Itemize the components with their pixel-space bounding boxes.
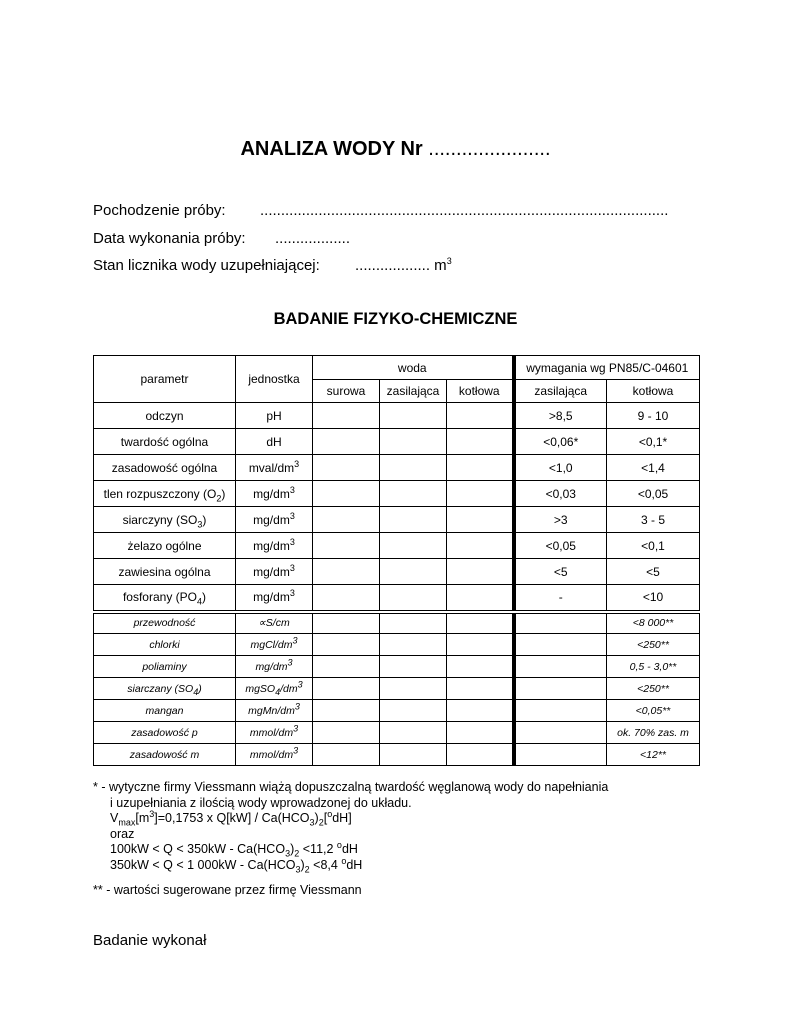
param-unit: ∝S/cm: [236, 612, 313, 634]
cell-zasilajaca[interactable]: [380, 455, 447, 481]
cell-surowa[interactable]: [313, 678, 380, 700]
cell-kotlowa[interactable]: [447, 455, 514, 481]
table-row: [94, 455, 700, 481]
param-name: chlorki: [94, 634, 236, 656]
footnote-block: [93, 780, 608, 873]
req-kotlowa: <0,05: [607, 481, 700, 507]
param-name: fosforany $(PO_4)$: [94, 585, 236, 612]
param-unit: $mg/dm^3$: [236, 656, 313, 678]
req-zasilajaca: [514, 656, 607, 678]
req-kotlowa: <250**: [607, 678, 700, 700]
cell-kotlowa[interactable]: [447, 656, 514, 678]
cell-zasilajaca[interactable]: [380, 634, 447, 656]
param-unit: $mg/dm^3$: [236, 481, 313, 507]
req-zasilajaca: <1,0: [514, 455, 607, 481]
cell-surowa[interactable]: [313, 656, 380, 678]
cell-surowa[interactable]: [313, 403, 380, 429]
cell-kotlowa[interactable]: [447, 429, 514, 455]
header-req-kotlowa: kotłowa: [607, 380, 700, 403]
param-name: poliaminy: [94, 656, 236, 678]
cell-kotlowa[interactable]: [447, 612, 514, 634]
param-unit: dH: [236, 429, 313, 455]
table-row: [94, 678, 700, 700]
header-woda: woda: [313, 356, 514, 380]
param-name: przewodność: [94, 612, 236, 634]
analysis-table: [93, 355, 700, 766]
origin-label: Pochodzenie próby:: [93, 202, 226, 219]
meter-label: Stan licznika wody uzupełniającej:: [93, 257, 320, 274]
header-wymagania: wymagania wg PN85/C-04601: [514, 356, 700, 380]
cell-kotlowa[interactable]: [447, 634, 514, 656]
req-kotlowa: <10: [607, 585, 700, 612]
cell-surowa[interactable]: [313, 559, 380, 585]
param-unit: mval/$dm^3$: [236, 455, 313, 481]
table-row: [94, 533, 700, 559]
cell-surowa[interactable]: [313, 585, 380, 612]
cell-kotlowa[interactable]: [447, 722, 514, 744]
req-kotlowa: <0,1: [607, 533, 700, 559]
table-row: [94, 429, 700, 455]
param-unit: $mg/dm^3$: [236, 585, 313, 612]
cell-surowa[interactable]: [313, 722, 380, 744]
cell-zasilajaca[interactable]: [380, 429, 447, 455]
header-surowa: surowa: [313, 380, 380, 403]
param-unit: $mg/dm^3$: [236, 559, 313, 585]
cell-kotlowa[interactable]: [447, 585, 514, 612]
cell-zasilajaca[interactable]: [380, 678, 447, 700]
cell-surowa[interactable]: [313, 634, 380, 656]
param-name: siarczany $(SO_4)$: [94, 678, 236, 700]
header-jednostka: jednostka: [236, 356, 313, 403]
table-row: [94, 559, 700, 585]
param-name: zasadowość ogólna: [94, 455, 236, 481]
cell-kotlowa[interactable]: [447, 744, 514, 766]
cell-surowa[interactable]: [313, 481, 380, 507]
param-unit: $mg/dm^3$: [236, 507, 313, 533]
formula-range-1: $100kW < Q < 350kW - Ca(HCO_3)_2 <11,2$ $^o$dH: [110, 839, 358, 859]
cell-surowa[interactable]: [313, 533, 380, 559]
req-zasilajaca: [514, 700, 607, 722]
req-zasilajaca: -: [514, 585, 607, 612]
meter-line: [93, 256, 452, 274]
param-unit: $mgSO_4/dm^3$: [236, 678, 313, 700]
req-kotlowa: <8 000**: [607, 612, 700, 634]
table-row: [94, 700, 700, 722]
cell-zasilajaca[interactable]: [380, 533, 447, 559]
req-zasilajaca: [514, 634, 607, 656]
origin-line: [93, 202, 669, 219]
cell-kotlowa[interactable]: [447, 559, 514, 585]
formula-range-2: 350kW < Q < 1 $000kW - Ca(HCO_3)_2 <8,4$ $^o$dH: [110, 855, 363, 874]
cell-surowa[interactable]: [313, 612, 380, 634]
param-name: zasadowość p: [94, 722, 236, 744]
footnote-viessmann: ** - wartości sugerowane przez firmę Viessmann: [93, 883, 362, 897]
table-row: [94, 634, 700, 656]
cell-zasilajaca[interactable]: [380, 481, 447, 507]
req-kotlowa: <0,1*: [607, 429, 700, 455]
origin-value: ..................................................................................................: [260, 202, 669, 219]
cell-zasilajaca[interactable]: [380, 700, 447, 722]
cell-surowa[interactable]: [313, 700, 380, 722]
param-unit: $mg/dm^3$: [236, 533, 313, 559]
req-zasilajaca: <0,03: [514, 481, 607, 507]
req-kotlowa: <5: [607, 559, 700, 585]
cell-zasilajaca[interactable]: [380, 585, 447, 612]
table-row: [94, 481, 700, 507]
cell-surowa[interactable]: [313, 455, 380, 481]
table-row: [94, 722, 700, 744]
param-unit: pH: [236, 403, 313, 429]
param-unit: mgCl/$dm^3$: [236, 634, 313, 656]
req-kotlowa: <0,05**: [607, 700, 700, 722]
header-zasilajaca: zasilająca: [380, 380, 447, 403]
cell-zasilajaca[interactable]: [380, 507, 447, 533]
req-zasilajaca: [514, 678, 607, 700]
signature-label: Badanie wykonał: [93, 932, 207, 949]
req-kotlowa: 0,5 - 3,0**: [607, 656, 700, 678]
req-zasilajaca: [514, 612, 607, 634]
cell-kotlowa[interactable]: [447, 481, 514, 507]
param-name: siarczyny $(SO_3)$: [94, 507, 236, 533]
param-unit: mmol/$dm^3$: [236, 722, 313, 744]
table-row: [94, 507, 700, 533]
cell-kotlowa[interactable]: [447, 533, 514, 559]
param-unit: mgMn/$dm^3$: [236, 700, 313, 722]
req-zasilajaca: <0,06*: [514, 429, 607, 455]
footnote-line: i uzupełniania z ilością wody wprowadzonej do układu.: [110, 795, 412, 810]
footnote-line: * - wytyczne firmy Viessmann wiążą dopuszczalną twardość węglanową wody do napełniania: [93, 780, 609, 794]
req-kotlowa: 9 - 10: [607, 403, 700, 429]
cell-surowa[interactable]: [313, 429, 380, 455]
cell-surowa[interactable]: [313, 507, 380, 533]
cell-zasilajaca[interactable]: [380, 559, 447, 585]
header-req-zasilajaca: zasilająca: [514, 380, 607, 403]
cell-kotlowa[interactable]: [447, 403, 514, 429]
req-zasilajaca: <5: [514, 559, 607, 585]
cell-zasilajaca[interactable]: [380, 744, 447, 766]
table-row: [94, 612, 700, 634]
cell-zasilajaca[interactable]: [380, 722, 447, 744]
param-name: zasadowość m: [94, 744, 236, 766]
header-parametr: parametr: [94, 356, 236, 403]
param-name: zawiesina ogólna: [94, 559, 236, 585]
req-zasilajaca: <0,05: [514, 533, 607, 559]
section-title: BADANIE FIZYKO-CHEMICZNE: [273, 310, 518, 328]
date-value: ..................: [275, 230, 351, 247]
param-name: twardość ogólna: [94, 429, 236, 455]
cell-zasilajaca[interactable]: [380, 656, 447, 678]
formula-vmax: $V_{max}[m^3]=0,1753$ x $Q[kW] / Ca(HCO_3)_2[^odH]$: [110, 808, 352, 828]
cell-kotlowa[interactable]: [447, 507, 514, 533]
table-row: [94, 656, 700, 678]
req-kotlowa: <12**: [607, 744, 700, 766]
req-zasilajaca: >3: [514, 507, 607, 533]
param-name: tlen rozpuszczony $(O_2)$: [94, 481, 236, 507]
header-kotlowa: kotłowa: [447, 380, 514, 403]
footnote-line: oraz: [110, 826, 135, 841]
page-title: ANALIZA WODY Nr ......................: [240, 138, 551, 160]
req-kotlowa: 3 - 5: [607, 507, 700, 533]
cell-kotlowa[interactable]: [447, 700, 514, 722]
table-row: [94, 403, 700, 429]
cell-surowa[interactable]: [313, 744, 380, 766]
date-line: [93, 230, 351, 247]
req-zasilajaca: >8,5: [514, 403, 607, 429]
table-row: [94, 585, 700, 612]
cell-kotlowa[interactable]: [447, 678, 514, 700]
cell-zasilajaca[interactable]: [380, 612, 447, 634]
req-zasilajaca: [514, 722, 607, 744]
req-kotlowa: ok. 70% zas. m: [607, 722, 700, 744]
date-label: Data wykonania próby:: [93, 230, 246, 247]
param-name: żelazo ogólne: [94, 533, 236, 559]
req-kotlowa: <1,4: [607, 455, 700, 481]
table-row: [94, 744, 700, 766]
param-name: odczyn: [94, 403, 236, 429]
req-kotlowa: <250**: [607, 634, 700, 656]
cell-zasilajaca[interactable]: [380, 403, 447, 429]
req-zasilajaca: [514, 744, 607, 766]
param-unit: mmol/$dm^3$: [236, 744, 313, 766]
param-name: mangan: [94, 700, 236, 722]
meter-value: .................. $m^3$: [355, 256, 452, 274]
